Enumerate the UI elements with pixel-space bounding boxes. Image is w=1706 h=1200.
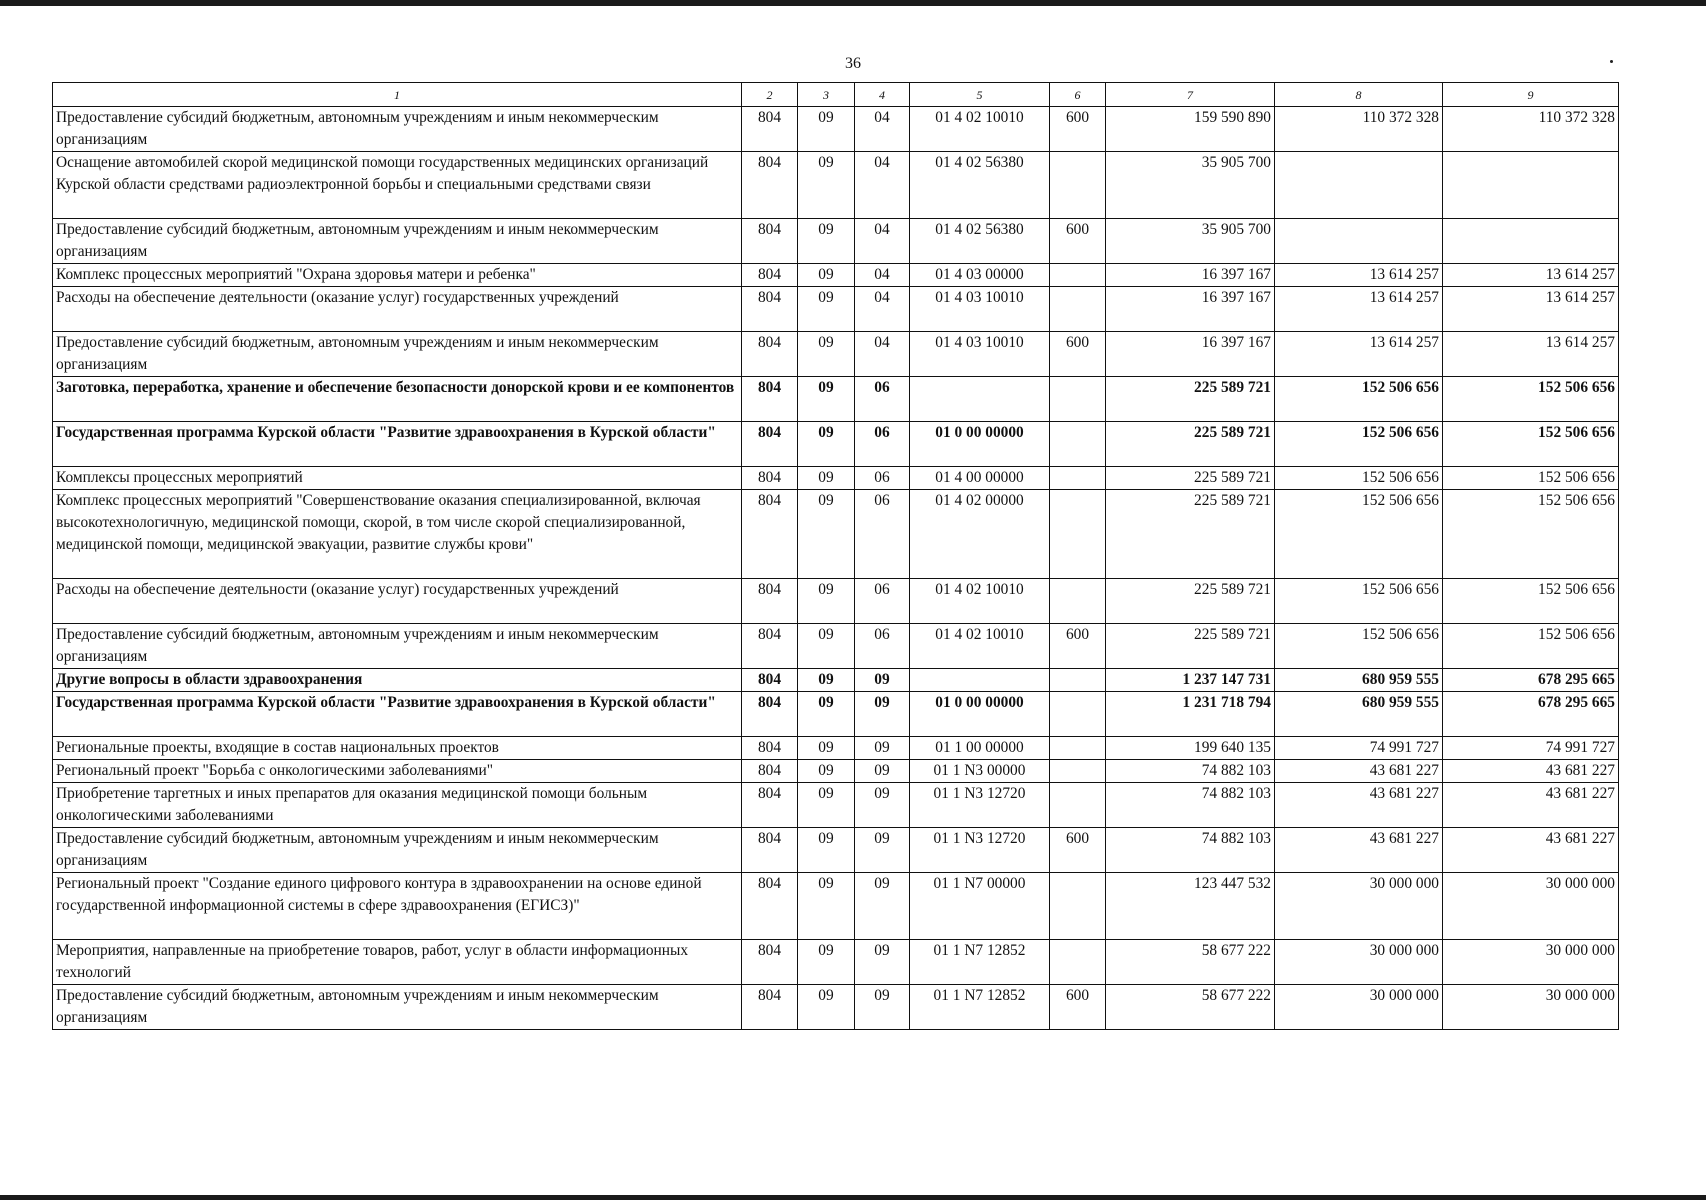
amount-col-9: 43 681 227 — [1443, 760, 1619, 783]
target-article-code: 01 4 02 56380 — [910, 152, 1050, 219]
table-row — [53, 332, 1619, 377]
amount-col-8: 30 000 000 — [1275, 940, 1443, 985]
subsection-code: 04 — [855, 332, 910, 377]
column-number: 3 — [798, 83, 855, 107]
amount-col-8: 43 681 227 — [1275, 783, 1443, 828]
subsection-code: 09 — [855, 783, 910, 828]
target-article-code — [910, 669, 1050, 692]
ministry-code: 804 — [742, 467, 798, 490]
section-code: 09 — [798, 264, 855, 287]
scan-border-bottom — [0, 1195, 1706, 1200]
section-code: 09 — [798, 669, 855, 692]
table-row — [53, 692, 1619, 737]
expense-type-code — [1050, 669, 1106, 692]
subsection-code: 06 — [855, 422, 910, 467]
amount-col-7: 35 905 700 — [1106, 152, 1275, 219]
table-row — [53, 422, 1619, 467]
amount-col-7: 35 905 700 — [1106, 219, 1275, 264]
expense-type-code — [1050, 422, 1106, 467]
scan-border-top — [0, 0, 1706, 6]
section-code: 09 — [798, 760, 855, 783]
section-code: 09 — [798, 377, 855, 422]
target-article-code: 01 1 N3 00000 — [910, 760, 1050, 783]
amount-col-8: 680 959 555 — [1275, 669, 1443, 692]
page-number: 36 — [845, 55, 861, 72]
section-code: 09 — [798, 985, 855, 1030]
amount-col-8: 152 506 656 — [1275, 467, 1443, 490]
subsection-code: 09 — [855, 873, 910, 940]
subsection-code: 09 — [855, 760, 910, 783]
expense-type-code — [1050, 579, 1106, 624]
table-row — [53, 287, 1619, 332]
amount-col-9: 678 295 665 — [1443, 669, 1619, 692]
amount-col-7: 199 640 135 — [1106, 737, 1275, 760]
section-code: 09 — [798, 287, 855, 332]
amount-col-7: 225 589 721 — [1106, 377, 1275, 422]
expense-type-code: 600 — [1050, 107, 1106, 152]
subsection-code: 09 — [855, 669, 910, 692]
section-code: 09 — [798, 107, 855, 152]
column-number: 7 — [1106, 83, 1275, 107]
ministry-code: 804 — [742, 264, 798, 287]
expense-type-code — [1050, 287, 1106, 332]
subsection-code: 04 — [855, 264, 910, 287]
row-name: Оснащение автомобилей скорой медицинской помощи государственных медицинских организаций Курской области средствами радиоэлектронной борьбы и специальными средствами связи — [53, 152, 742, 219]
amount-col-8: 152 506 656 — [1275, 490, 1443, 579]
expense-type-code: 600 — [1050, 219, 1106, 264]
ministry-code: 804 — [742, 737, 798, 760]
expense-type-code — [1050, 264, 1106, 287]
ministry-code: 804 — [742, 669, 798, 692]
row-name: Другие вопросы в области здравоохранения — [53, 669, 742, 692]
budget-table — [52, 82, 1619, 1030]
row-name: Комплекс процессных мероприятий "Совершенствование оказания специализированной, включая высокотехнологичную, медицинской помощи, скорой, в том числе скорой специализированной, медицинской помощи, медицинской эвакуации, развитие службы крови" — [53, 490, 742, 579]
row-name: Комплекс процессных мероприятий "Охрана здоровья матери и ребенка" — [53, 264, 742, 287]
expense-type-code: 600 — [1050, 332, 1106, 377]
table-row — [53, 737, 1619, 760]
amount-col-9: 152 506 656 — [1443, 490, 1619, 579]
amount-col-8: 30 000 000 — [1275, 985, 1443, 1030]
amount-col-7: 225 589 721 — [1106, 422, 1275, 467]
amount-col-8: 13 614 257 — [1275, 332, 1443, 377]
amount-col-8: 43 681 227 — [1275, 828, 1443, 873]
row-name: Государственная программа Курской области "Развитие здравоохранения в Курской области" — [53, 422, 742, 467]
section-code: 09 — [798, 828, 855, 873]
section-code: 09 — [798, 624, 855, 669]
ministry-code: 804 — [742, 287, 798, 332]
table-row — [53, 377, 1619, 422]
ministry-code: 804 — [742, 490, 798, 579]
row-name: Заготовка, переработка, хранение и обеспечение безопасности донорской крови и ее компонентов — [53, 377, 742, 422]
amount-col-9: 152 506 656 — [1443, 579, 1619, 624]
amount-col-8: 152 506 656 — [1275, 377, 1443, 422]
amount-col-9: 30 000 000 — [1443, 873, 1619, 940]
amount-col-8 — [1275, 219, 1443, 264]
target-article-code: 01 1 00 00000 — [910, 737, 1050, 760]
column-number: 8 — [1275, 83, 1443, 107]
subsection-code: 06 — [855, 490, 910, 579]
amount-col-9: 678 295 665 — [1443, 692, 1619, 737]
ministry-code: 804 — [742, 152, 798, 219]
column-number-row — [53, 83, 1619, 107]
column-number: 5 — [910, 83, 1050, 107]
section-code: 09 — [798, 692, 855, 737]
table-row — [53, 828, 1619, 873]
amount-col-8: 43 681 227 — [1275, 760, 1443, 783]
table-row — [53, 490, 1619, 579]
ministry-code: 804 — [742, 579, 798, 624]
table-row — [53, 985, 1619, 1030]
amount-col-9: 152 506 656 — [1443, 377, 1619, 422]
subsection-code: 09 — [855, 828, 910, 873]
subsection-code: 04 — [855, 219, 910, 264]
amount-col-8: 152 506 656 — [1275, 422, 1443, 467]
table-row — [53, 579, 1619, 624]
target-article-code: 01 4 03 10010 — [910, 287, 1050, 332]
row-name: Предоставление субсидий бюджетным, автономным учреждениям и иным некоммерческим организациям — [53, 332, 742, 377]
subsection-code: 06 — [855, 579, 910, 624]
target-article-code: 01 1 N7 12852 — [910, 940, 1050, 985]
amount-col-7: 1 231 718 794 — [1106, 692, 1275, 737]
amount-col-8: 152 506 656 — [1275, 624, 1443, 669]
table-row — [53, 219, 1619, 264]
amount-col-9 — [1443, 219, 1619, 264]
target-article-code: 01 0 00 00000 — [910, 422, 1050, 467]
ministry-code: 804 — [742, 985, 798, 1030]
expense-type-code — [1050, 377, 1106, 422]
amount-col-7: 74 882 103 — [1106, 828, 1275, 873]
section-code: 09 — [798, 940, 855, 985]
ministry-code: 804 — [742, 624, 798, 669]
table-row — [53, 760, 1619, 783]
expense-type-code — [1050, 467, 1106, 490]
ministry-code: 804 — [742, 692, 798, 737]
amount-col-9: 43 681 227 — [1443, 828, 1619, 873]
ministry-code: 804 — [742, 107, 798, 152]
subsection-code: 06 — [855, 377, 910, 422]
target-article-code: 01 4 03 00000 — [910, 264, 1050, 287]
target-article-code: 01 0 00 00000 — [910, 692, 1050, 737]
section-code: 09 — [798, 490, 855, 579]
row-name: Комплексы процессных мероприятий — [53, 467, 742, 490]
row-name: Предоставление субсидий бюджетным, автономным учреждениям и иным некоммерческим организациям — [53, 828, 742, 873]
amount-col-9: 74 991 727 — [1443, 737, 1619, 760]
section-code: 09 — [798, 873, 855, 940]
amount-col-7: 225 589 721 — [1106, 624, 1275, 669]
amount-col-7: 225 589 721 — [1106, 467, 1275, 490]
amount-col-8: 74 991 727 — [1275, 737, 1443, 760]
ministry-code: 804 — [742, 332, 798, 377]
section-code: 09 — [798, 152, 855, 219]
amount-col-7: 225 589 721 — [1106, 579, 1275, 624]
ministry-code: 804 — [742, 377, 798, 422]
subsection-code: 04 — [855, 287, 910, 332]
amount-col-9: 13 614 257 — [1443, 332, 1619, 377]
expense-type-code — [1050, 940, 1106, 985]
target-article-code: 01 4 02 00000 — [910, 490, 1050, 579]
target-article-code: 01 4 02 10010 — [910, 624, 1050, 669]
amount-col-8: 13 614 257 — [1275, 264, 1443, 287]
amount-col-9: 30 000 000 — [1443, 940, 1619, 985]
target-article-code: 01 1 N7 12852 — [910, 985, 1050, 1030]
subsection-code: 06 — [855, 467, 910, 490]
amount-col-7: 16 397 167 — [1106, 287, 1275, 332]
expense-type-code — [1050, 737, 1106, 760]
subsection-code: 09 — [855, 692, 910, 737]
amount-col-9: 152 506 656 — [1443, 624, 1619, 669]
amount-col-9: 13 614 257 — [1443, 264, 1619, 287]
subsection-code: 09 — [855, 985, 910, 1030]
amount-col-7: 16 397 167 — [1106, 264, 1275, 287]
ministry-code: 804 — [742, 783, 798, 828]
row-name: Государственная программа Курской области "Развитие здравоохранения в Курской области" — [53, 692, 742, 737]
column-number: 9 — [1443, 83, 1619, 107]
section-code: 09 — [798, 219, 855, 264]
budget-table-body — [53, 83, 1619, 1030]
target-article-code: 01 4 02 10010 — [910, 107, 1050, 152]
amount-col-7: 74 882 103 — [1106, 783, 1275, 828]
target-article-code: 01 4 00 00000 — [910, 467, 1050, 490]
row-name: Приобретение таргетных и иных препаратов для оказания медицинской помощи больным онкологическими заболеваниями — [53, 783, 742, 828]
ministry-code: 804 — [742, 760, 798, 783]
section-code: 09 — [798, 467, 855, 490]
row-name: Предоставление субсидий бюджетным, автономным учреждениям и иным некоммерческим организациям — [53, 624, 742, 669]
expense-type-code: 600 — [1050, 624, 1106, 669]
amount-col-8: 13 614 257 — [1275, 287, 1443, 332]
expense-type-code — [1050, 692, 1106, 737]
row-name: Региональный проект "Борьба с онкологическими заболеваниями" — [53, 760, 742, 783]
ministry-code: 804 — [742, 422, 798, 467]
amount-col-8: 152 506 656 — [1275, 579, 1443, 624]
row-name: Расходы на обеспечение деятельности (оказание услуг) государственных учреждений — [53, 579, 742, 624]
amount-col-7: 74 882 103 — [1106, 760, 1275, 783]
table-row — [53, 107, 1619, 152]
amount-col-9: 152 506 656 — [1443, 467, 1619, 490]
subsection-code: 09 — [855, 737, 910, 760]
target-article-code: 01 4 02 10010 — [910, 579, 1050, 624]
row-name: Предоставление субсидий бюджетным, автономным учреждениям и иным некоммерческим организациям — [53, 985, 742, 1030]
amount-col-9: 30 000 000 — [1443, 985, 1619, 1030]
table-row — [53, 873, 1619, 940]
expense-type-code — [1050, 760, 1106, 783]
table-row — [53, 940, 1619, 985]
ministry-code: 804 — [742, 828, 798, 873]
table-row — [53, 624, 1619, 669]
ministry-code: 804 — [742, 873, 798, 940]
amount-col-8 — [1275, 152, 1443, 219]
expense-type-code: 600 — [1050, 828, 1106, 873]
column-number: 1 — [53, 83, 742, 107]
section-code: 09 — [798, 422, 855, 467]
amount-col-8: 680 959 555 — [1275, 692, 1443, 737]
section-code: 09 — [798, 332, 855, 377]
column-number: 2 — [742, 83, 798, 107]
table-row — [53, 783, 1619, 828]
table-row — [53, 152, 1619, 219]
row-name: Расходы на обеспечение деятельности (оказание услуг) государственных учреждений — [53, 287, 742, 332]
amount-col-7: 159 590 890 — [1106, 107, 1275, 152]
column-number: 6 — [1050, 83, 1106, 107]
ministry-code: 804 — [742, 219, 798, 264]
expense-type-code — [1050, 783, 1106, 828]
expense-type-code — [1050, 873, 1106, 940]
expense-type-code: 600 — [1050, 985, 1106, 1030]
amount-col-9: 152 506 656 — [1443, 422, 1619, 467]
row-name: Региональные проекты, входящие в состав национальных проектов — [53, 737, 742, 760]
table-row — [53, 467, 1619, 490]
subsection-code: 09 — [855, 940, 910, 985]
target-article-code: 01 4 02 56380 — [910, 219, 1050, 264]
ministry-code: 804 — [742, 940, 798, 985]
subsection-code: 04 — [855, 107, 910, 152]
row-name: Региональный проект "Создание единого цифрового контура в здравоохранении на основе единой государственной информационной системы в сфере здравоохранения (ЕГИСЗ)" — [53, 873, 742, 940]
target-article-code: 01 1 N3 12720 — [910, 783, 1050, 828]
amount-col-8: 110 372 328 — [1275, 107, 1443, 152]
amount-col-8: 30 000 000 — [1275, 873, 1443, 940]
target-article-code: 01 4 03 10010 — [910, 332, 1050, 377]
amount-col-9: 43 681 227 — [1443, 783, 1619, 828]
row-name: Предоставление субсидий бюджетным, автономным учреждениям и иным некоммерческим организациям — [53, 219, 742, 264]
expense-type-code — [1050, 490, 1106, 579]
row-name: Мероприятия, направленные на приобретение товаров, работ, услуг в области информационных технологий — [53, 940, 742, 985]
amount-col-9: 110 372 328 — [1443, 107, 1619, 152]
amount-col-7: 1 237 147 731 — [1106, 669, 1275, 692]
column-number: 4 — [855, 83, 910, 107]
subsection-code: 04 — [855, 152, 910, 219]
table-row — [53, 669, 1619, 692]
target-article-code — [910, 377, 1050, 422]
expense-type-code — [1050, 152, 1106, 219]
section-code: 09 — [798, 579, 855, 624]
target-article-code: 01 1 N7 00000 — [910, 873, 1050, 940]
amount-col-7: 58 677 222 — [1106, 985, 1275, 1030]
target-article-code: 01 1 N3 12720 — [910, 828, 1050, 873]
amount-col-9: 13 614 257 — [1443, 287, 1619, 332]
amount-col-9 — [1443, 152, 1619, 219]
subsection-code: 06 — [855, 624, 910, 669]
row-name: Предоставление субсидий бюджетным, автономным учреждениям и иным некоммерческим организациям — [53, 107, 742, 152]
amount-col-7: 58 677 222 — [1106, 940, 1275, 985]
section-code: 09 — [798, 783, 855, 828]
amount-col-7: 225 589 721 — [1106, 490, 1275, 579]
amount-col-7: 16 397 167 — [1106, 332, 1275, 377]
table-row — [53, 264, 1619, 287]
section-code: 09 — [798, 737, 855, 760]
amount-col-7: 123 447 532 — [1106, 873, 1275, 940]
